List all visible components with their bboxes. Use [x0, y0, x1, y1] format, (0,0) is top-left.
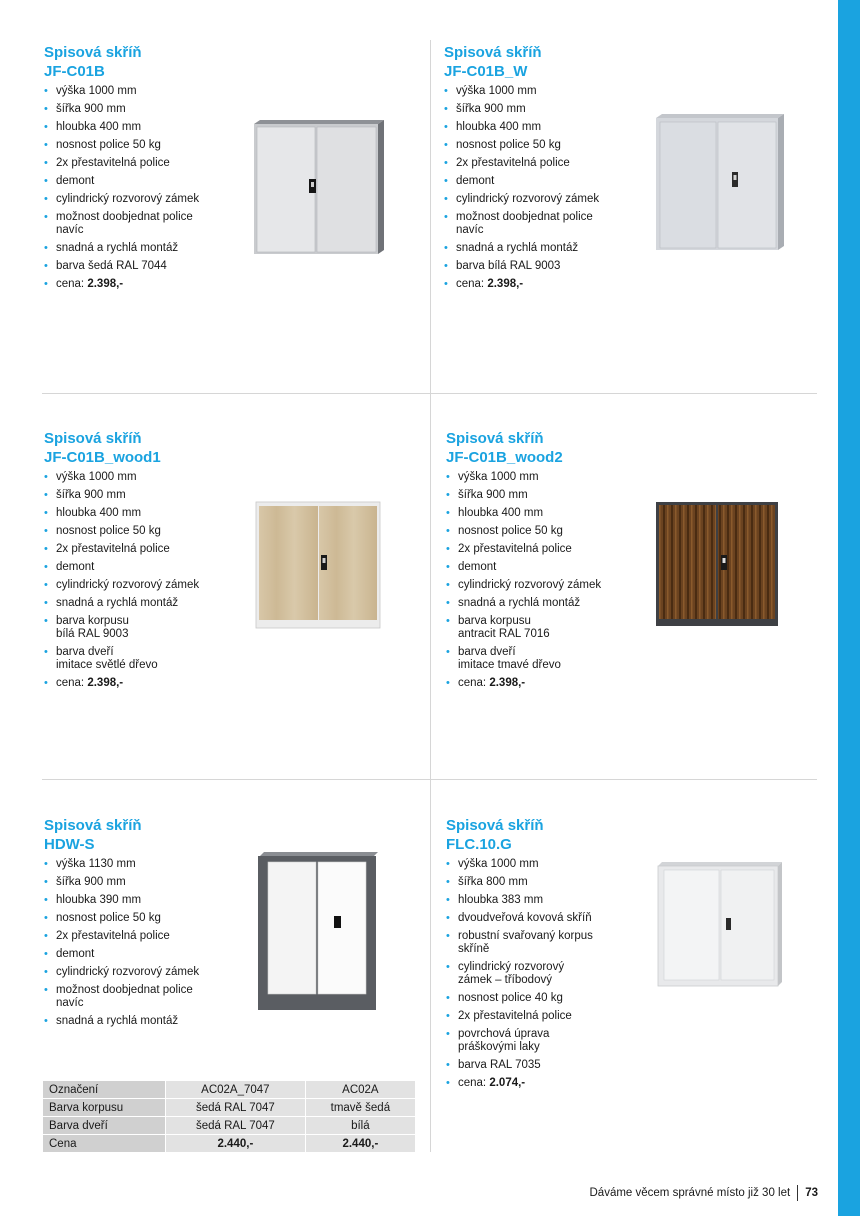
spec-item: • hloubka 400 mm	[444, 121, 814, 134]
spec-item: • šířka 900 mm	[44, 489, 414, 502]
cabinet-dark-wood-image	[654, 500, 782, 628]
spec-item: • možnost doobjednat police navíc	[44, 211, 414, 237]
spec-item: • šířka 800 mm	[446, 876, 816, 889]
cabinet-white-image	[652, 110, 786, 254]
spec-item: • možnost doobjednat police navíc	[444, 211, 814, 237]
price-item: • cena: 2.398,-	[44, 278, 414, 291]
spec-item: • šířka 900 mm	[446, 489, 816, 502]
price-item: • cena: 2.398,-	[44, 677, 414, 690]
column-divider	[430, 40, 431, 1152]
page-footer	[590, 1185, 819, 1201]
product-title: Spisová skříň FLC.10.G	[446, 817, 544, 853]
price: 2.398,-	[87, 278, 124, 290]
spec-item: • demont	[444, 175, 814, 188]
spec-item: • šířka 900 mm	[44, 876, 414, 889]
spec-item: • demont	[44, 561, 414, 574]
spec-item: • povrchová úprava práškovými laky	[446, 1028, 816, 1054]
spec-item: • cylindrický rozvorový zámek	[446, 579, 816, 592]
spec-item: • robustní svařovaný korpus skříně	[446, 930, 816, 956]
table-cell: 2.440,-	[305, 1135, 415, 1153]
spec-item: • cylindrický rozvorový zámek – tříbodový	[446, 961, 816, 987]
spec-item: • 2x přestavitelná police	[446, 543, 816, 556]
price-item: • cena: 2.074,-	[446, 1077, 816, 1090]
table-cell: Cena	[43, 1135, 166, 1153]
price: 2.398,-	[489, 677, 526, 689]
cabinet-light-grey-image	[654, 860, 784, 990]
spec-item: • hloubka 400 mm	[44, 121, 414, 134]
variant-table	[42, 1080, 416, 1153]
spec-item: • demont	[446, 561, 816, 574]
spec-item: • nosnost police 50 kg	[444, 139, 814, 152]
spec-item: • hloubka 400 mm	[446, 507, 816, 520]
price-item: • cena: 2.398,-	[446, 677, 816, 690]
product-title: Spisová skříň HDW-S	[44, 817, 142, 853]
table-cell: Označení	[43, 1081, 166, 1099]
product-title: Spisová skříň JF-C01B	[44, 44, 142, 80]
table-cell: 2.440,-	[166, 1135, 306, 1153]
spec-item: • barva RAL 7035	[446, 1059, 816, 1072]
table-cell: šedá RAL 7047	[166, 1099, 306, 1117]
spec-item: • snadná a rychlá montáž	[446, 597, 816, 610]
spec-item: • 2x přestavitelná police	[446, 1010, 816, 1023]
price-item: • cena: 2.398,-	[444, 278, 814, 291]
spec-item: • barva korpusu antracit RAL 7016	[446, 615, 816, 641]
spec-item: • snadná a rychlá montáž	[44, 242, 414, 255]
table-row	[43, 1135, 416, 1153]
table-cell: AC02A_7047	[166, 1081, 306, 1099]
spec-item: • výška 1000 mm	[444, 85, 814, 98]
product-title: Spisová skříň JF-C01B_W	[444, 44, 542, 80]
page-number: 73	[805, 1187, 818, 1199]
spec-item: • možnost doobjednat police navíc	[44, 984, 414, 1010]
row-divider	[42, 393, 817, 394]
footer-slogan: Dáváme věcem správné místo již 30 let	[589, 1187, 791, 1199]
spec-item: • cylindrický rozvorový zámek	[444, 193, 814, 206]
table-cell: Barva korpusu	[43, 1099, 166, 1117]
table-cell: AC02A	[305, 1081, 415, 1099]
spec-item: • barva dveří imitace světlé dřevo	[44, 646, 414, 672]
spec-item: • snadná a rychlá montáž	[44, 1015, 414, 1028]
spec-item: • 2x přestavitelná police	[444, 157, 814, 170]
table-cell: šedá RAL 7047	[166, 1117, 306, 1135]
spec-item: • cylindrický rozvorový zámek	[44, 966, 414, 979]
price: 2.398,-	[487, 278, 524, 290]
table-row	[43, 1099, 416, 1117]
spec-item: • nosnost police 50 kg	[446, 525, 816, 538]
table-row	[43, 1081, 416, 1099]
spec-item: • snadná a rychlá montáž	[444, 242, 814, 255]
spec-item: • nosnost police 50 kg	[44, 139, 414, 152]
table-row	[43, 1117, 416, 1135]
spec-item: • demont	[44, 175, 414, 188]
cabinet-light-wood-image	[254, 500, 384, 630]
cabinet-anthracite-white-image	[254, 852, 382, 1012]
spec-item: • šířka 900 mm	[444, 103, 814, 116]
spec-item: • výška 1000 mm	[44, 85, 414, 98]
spec-item: • výška 1000 mm	[44, 471, 414, 484]
spec-item: • výška 1000 mm	[446, 858, 816, 871]
price: 2.074,-	[489, 1077, 526, 1089]
spec-item: • 2x přestavitelná police	[44, 157, 414, 170]
spec-item: • cylindrický rozvorový zámek	[44, 579, 414, 592]
row-divider	[42, 779, 817, 780]
price: 2.398,-	[87, 677, 124, 689]
spec-item: • demont	[44, 948, 414, 961]
spec-item: • barva šedá RAL 7044	[44, 260, 414, 273]
spec-item: • cylindrický rozvorový zámek	[44, 193, 414, 206]
spec-item: • výška 1130 mm	[44, 858, 414, 871]
accent-sidebar	[838, 0, 860, 1216]
spec-item: • nosnost police 50 kg	[44, 912, 414, 925]
spec-item: • snadná a rychlá montáž	[44, 597, 414, 610]
spec-item: • hloubka 390 mm	[44, 894, 414, 907]
spec-item: • 2x přestavitelná police	[44, 543, 414, 556]
product-title: Spisová skříň JF-C01B_wood2	[446, 430, 563, 466]
cabinet-grey-image	[250, 118, 386, 260]
spec-item: • 2x přestavitelná police	[44, 930, 414, 943]
spec-item: • barva korpusu bílá RAL 9003	[44, 615, 414, 641]
spec-item: • šířka 900 mm	[44, 103, 414, 116]
spec-item: • nosnost police 50 kg	[44, 525, 414, 538]
product-title: Spisová skříň JF-C01B_wood1	[44, 430, 161, 466]
footer-separator	[797, 1185, 798, 1201]
spec-item: • barva bílá RAL 9003	[444, 260, 814, 273]
spec-item: • hloubka 400 mm	[44, 507, 414, 520]
table-cell: Barva dveří	[43, 1117, 166, 1135]
table-cell: bílá	[305, 1117, 415, 1135]
spec-item: • výška 1000 mm	[446, 471, 816, 484]
spec-item: • dvoudveřová kovová skříň	[446, 912, 816, 925]
spec-item: • nosnost police 40 kg	[446, 992, 816, 1005]
table-cell: tmavě šedá	[305, 1099, 415, 1117]
spec-item: • barva dveří imitace tmavé dřevo	[446, 646, 816, 672]
spec-item: • hloubka 383 mm	[446, 894, 816, 907]
